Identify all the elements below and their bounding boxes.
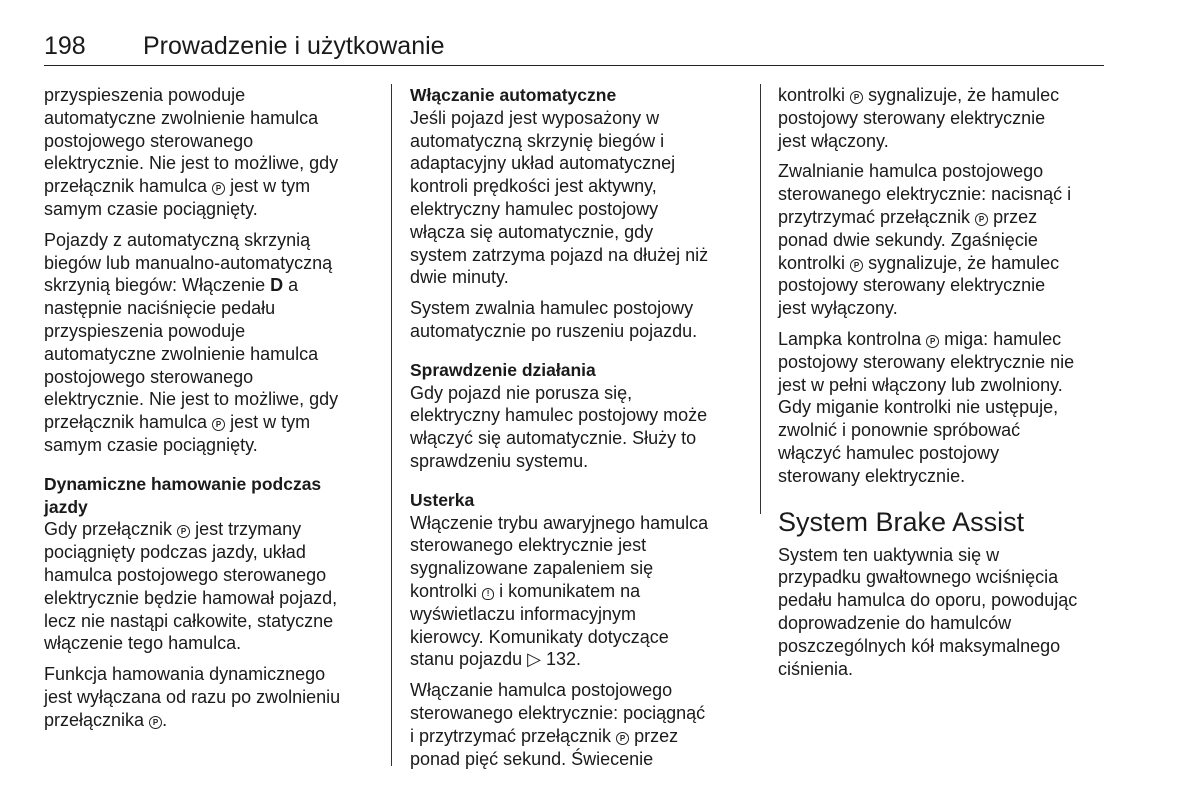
paragraph: Pojazdy z automatyczną skrzynią biegów lub manualno-automatyczną skrzynią biegów: Włączenie D a następnie naciśnięcie pedału przyspieszenia powoduje automatyczne zwolnienie hamulca postojowego sterowanego elektrycznie. Nie jest to możliwe, gdy przełącznik hamulca P jest w tym samym czasie pociągnięty. (44, 229, 339, 455)
page-reference-arrow-icon: ▷ (527, 649, 541, 670)
parking-brake-icon: P (177, 525, 190, 538)
paragraph: Włączenie trybu awaryjnego hamulca sterowanego elektrycznie jest sygnalizowane zapaleniem się kontrolki ! i komunikatem na wyświetlaczu informacyjnym kierowcy. Komunikaty dotyczące stanu pojazdu ▷ 132. (410, 512, 709, 670)
column-divider (391, 84, 392, 766)
parking-brake-icon: P (212, 418, 225, 431)
section (410, 489, 745, 771)
parking-brake-icon: P (616, 732, 629, 745)
parking-brake-icon: P (850, 91, 863, 104)
parking-brake-icon: P (212, 182, 225, 195)
paragraph: kontrolki P sygnalizuje, że hamulec postojowy sterowany elektrycznie jest włączony. (778, 85, 1060, 151)
column-3 (778, 84, 1113, 688)
column-2 (410, 84, 745, 778)
paragraph: System ten uaktywnia się w przypadku gwałtownego wciśnięcia pedału hamulca do oporu, powodując doprowadzenie do hamulców poszczególnych kół maksymalnego ciśnienia. (778, 544, 1078, 679)
parking-brake-icon: P (850, 259, 863, 272)
parking-brake-icon: P (975, 213, 988, 226)
paragraph: przyspieszenia powoduje automatyczne zwolnienie hamulca postojowego sterowanego elektrycznie. Nie jest to możliwe, gdy przełącznik hamulca P jest w tym samym czasie pociągnięty. (44, 85, 339, 219)
page-reference-link[interactable]: 132. (545, 649, 582, 670)
section (410, 359, 745, 473)
section-heading: Usterka (410, 489, 475, 510)
paragraph: Gdy pojazd nie porusza się, elektryczny hamulec postojowy może włączyć się automatycznie. Służy to sprawdzeniu systemu. (410, 382, 708, 471)
paragraph: Funkcja hamowania dynamicznego jest wyłączana od razu po zwolnieniu przełącznika P . (44, 664, 341, 730)
header-rule (44, 65, 1104, 66)
page-header (44, 30, 1104, 66)
section-heading: Dynamiczne hamowanie podczas (44, 473, 322, 494)
paragraph: Jeśli pojazd jest wyposażony w automatyczną skrzynię biegów i adaptacyjny układ automatycznej kontroli prędkości jest aktywny, elektryczny hamulec postojowy włącza się automatycznie, gdy system zatrzyma pojazd na dłużej niż dwie minuty. (410, 107, 709, 288)
paragraph: System zwalnia hamulec postojowy automatycznie po ruszeniu pojazdu. (410, 298, 698, 341)
parking-brake-icon: P (926, 335, 939, 348)
paragraph: Zwalnianie hamulca postojowego sterowanego elektrycznie: nacisnąć i przytrzymać przełącznik P przez ponad dwie sekundy. Zgaśnięcie kontrolki P sygnalizuje, że hamulec postojowy sterowany elektrycznie jest wyłączony. (778, 161, 1072, 319)
column-divider (760, 84, 761, 514)
paragraph: Gdy przełącznik P jest trzymany pociągnięty podczas jazdy, układ hamulca postojowego sterowanego elektrycznie będzie hamował pojazd, lecz nie nastąpi całkowite, statyczne włączenie tego hamulca. (44, 519, 338, 654)
brake-fault-icon: ! (482, 588, 494, 600)
section-heading: jazdy (44, 496, 88, 517)
section-heading: Włączanie automatyczne (410, 85, 617, 105)
section-heading: Sprawdzenie działania (410, 359, 596, 380)
column-1 (44, 84, 379, 740)
section (44, 473, 379, 732)
paragraph: Lampka kontrolna P miga: hamulec postojowy sterowany elektrycznie nie jest w pełni włączony lub zwolniony. Gdy miganie kontrolki nie ustępuje, zwolnić i ponownie spróbować włączyć hamulec postojowy sterowany elektrycznie. (778, 328, 1075, 486)
parking-brake-icon: P (149, 716, 162, 729)
page-title: Prowadzenie i użytkowanie (143, 32, 445, 60)
paragraph: Włączanie hamulca postojowego sterowanego elektrycznie: pociągnąć i przytrzymać przełącznik P przez ponad pięć sekund. Świecenie (410, 680, 706, 769)
chapter-heading: System Brake Assist (778, 506, 1025, 537)
page-number: 198 (44, 32, 86, 60)
